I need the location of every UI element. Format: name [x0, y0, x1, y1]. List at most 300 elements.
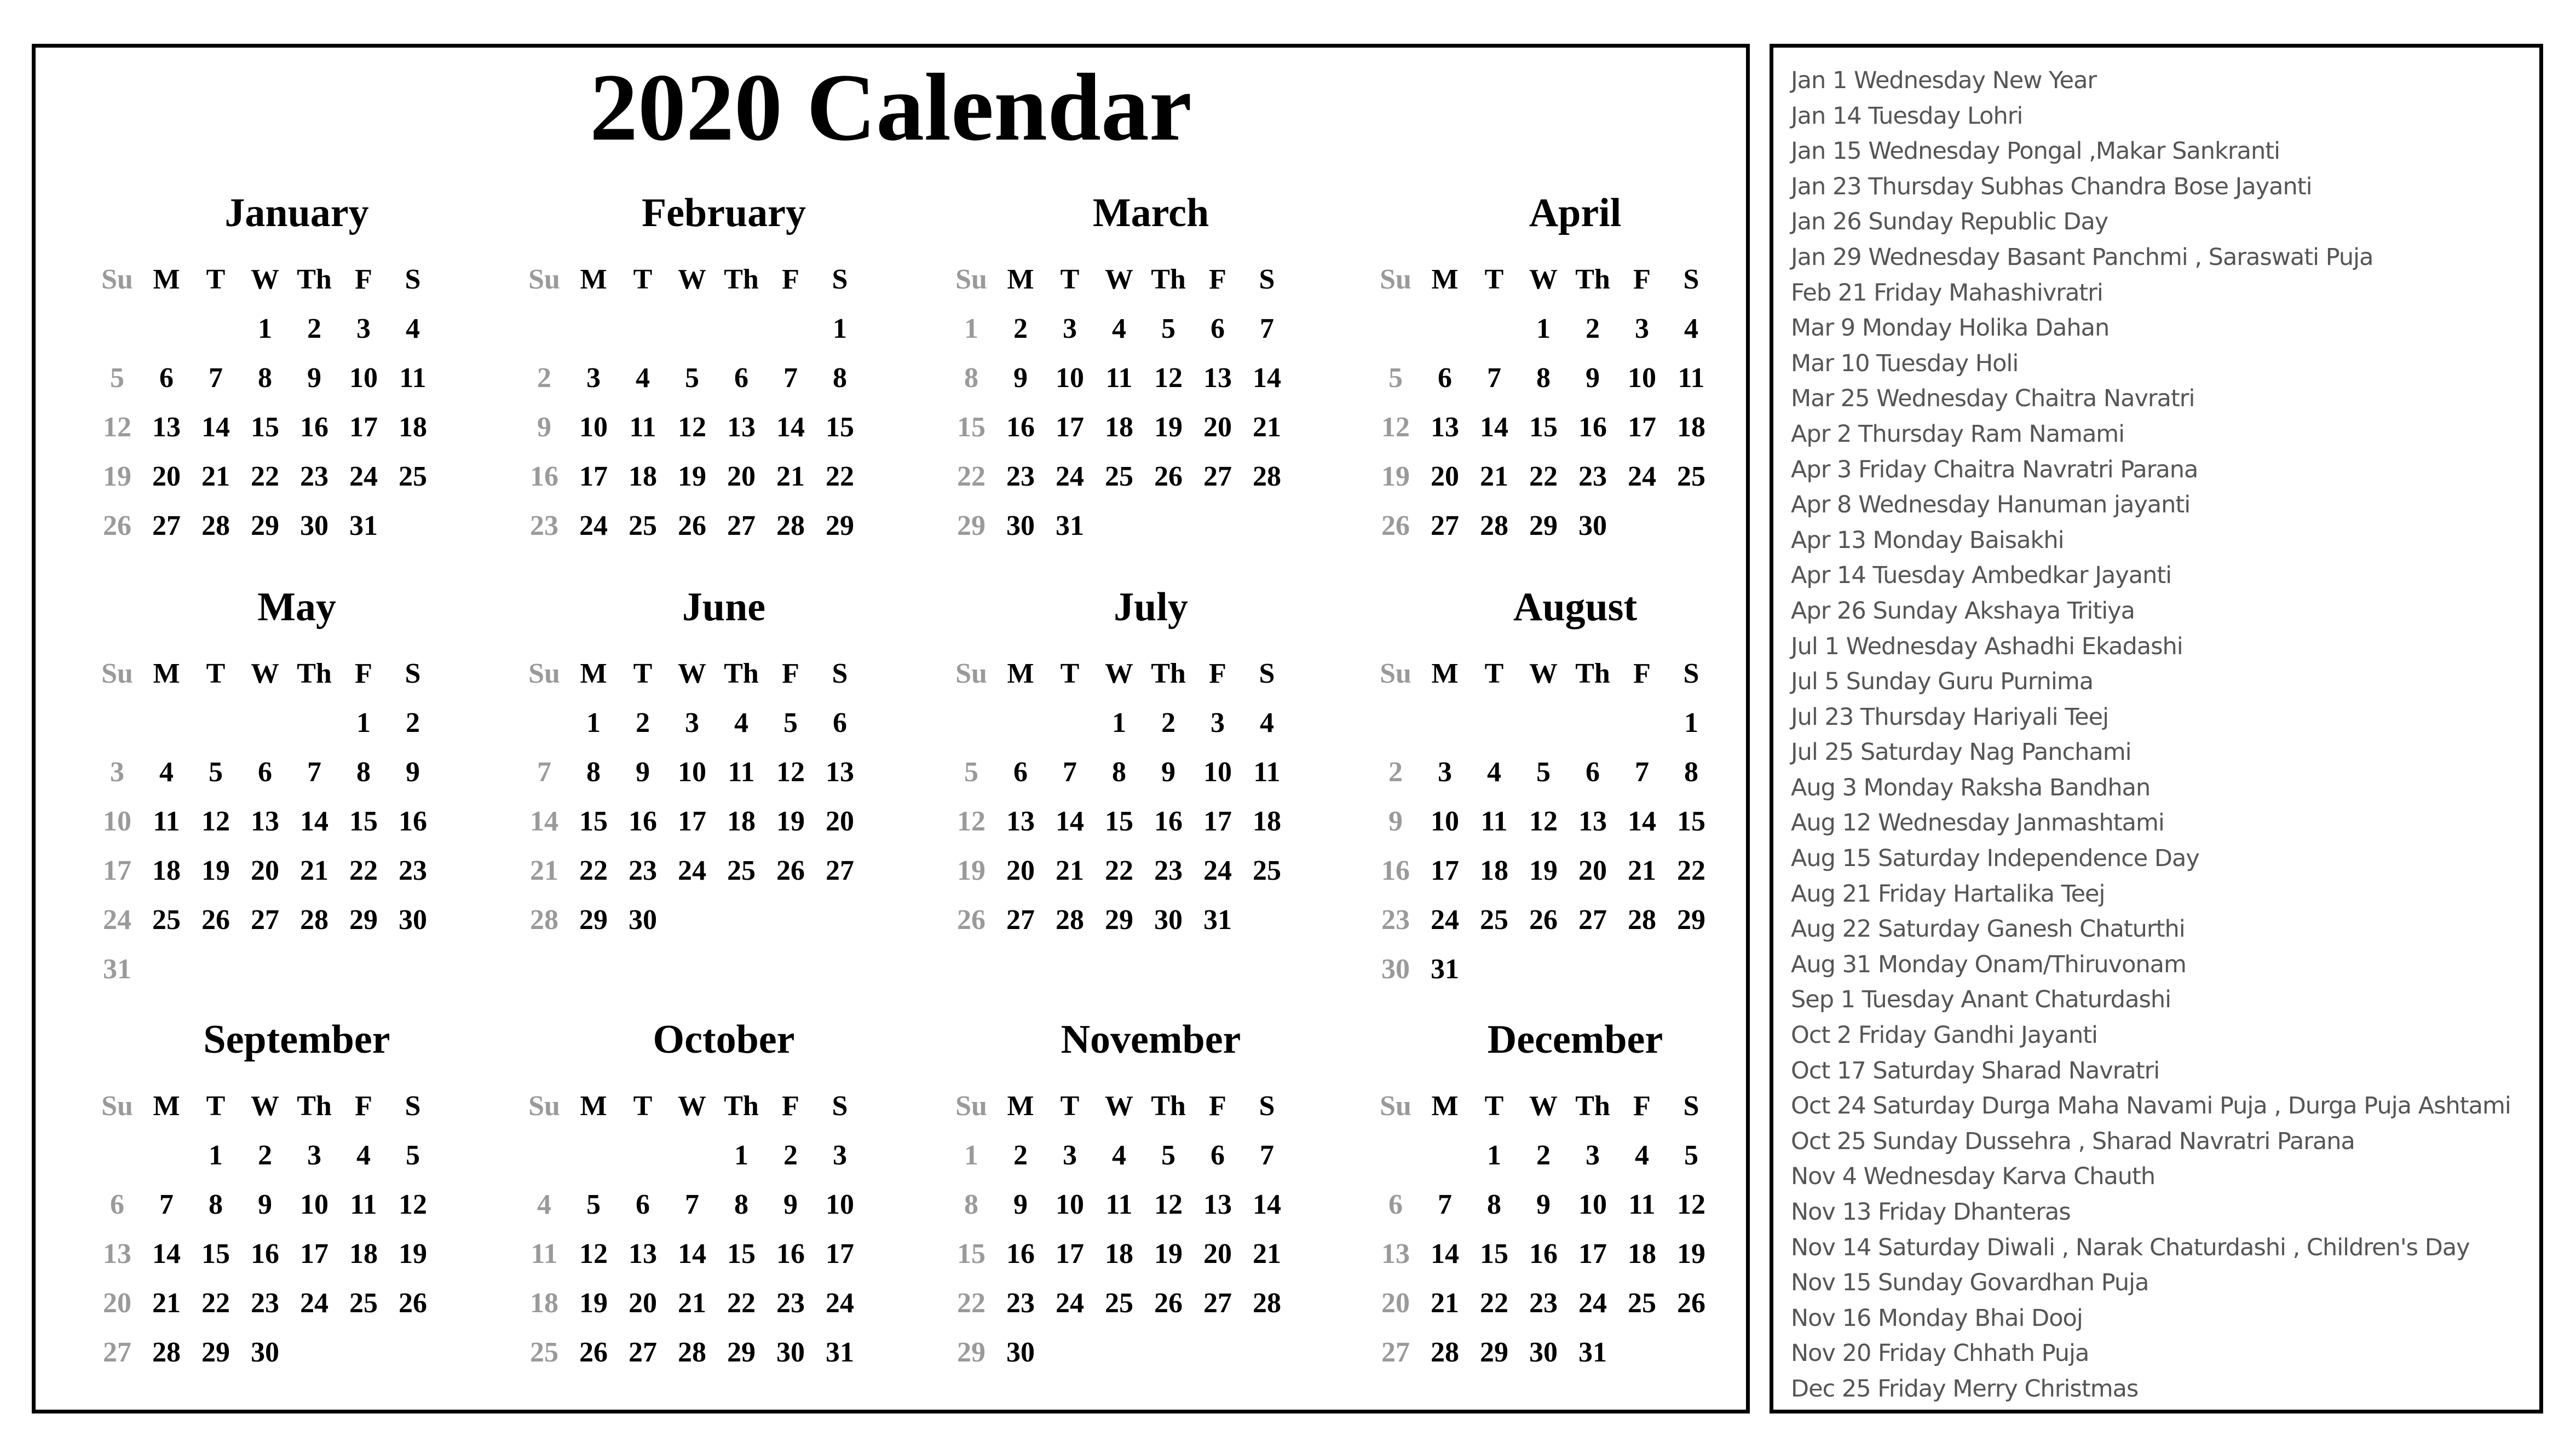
weekday-header: W [1529, 1090, 1558, 1122]
holiday-item: Jan 26 Sunday Republic Day [1791, 208, 2108, 236]
weekday-header: Su [955, 658, 987, 689]
day-cell: 27 [1203, 1288, 1232, 1319]
day-cell: 29 [1529, 510, 1558, 541]
empty-cell [93, 699, 142, 748]
day-cell: 26 [1154, 1288, 1183, 1319]
day-cell: 6 [1211, 313, 1225, 344]
month-name: October [653, 1017, 795, 1062]
day-cell: 25 [349, 1288, 378, 1319]
holiday-item: Aug 22 Saturday Ganesh Chaturthi [1791, 915, 2185, 943]
day-cell: 7 [1260, 313, 1274, 344]
day-cell: 22 [349, 855, 378, 886]
weekday-header: W [678, 264, 706, 295]
day-cell: 4 [159, 757, 174, 788]
day-cell: 28 [776, 510, 805, 541]
day-cell: 4 [1260, 707, 1274, 738]
weekday-header: M [580, 658, 607, 689]
day-cell: 5 [685, 362, 699, 394]
holiday-item: Aug 3 Monday Raksha Bandhan [1791, 774, 2151, 801]
day-cell: 1 [1684, 707, 1698, 738]
holiday-item: Mar 10 Tuesday Holi [1791, 349, 2019, 377]
day-cell: 31 [826, 1337, 854, 1368]
day-cell: 23 [1529, 1288, 1558, 1319]
day-cell: 15 [251, 412, 279, 443]
day-cell: 22 [579, 855, 608, 886]
day-cell: 26 [103, 510, 131, 541]
day-cell: 6 [110, 1189, 124, 1220]
weekday-header: W [1529, 658, 1558, 689]
day-cell: 28 [678, 1337, 706, 1368]
day-cell: 2 [783, 1140, 798, 1171]
day-cell: 11 [153, 806, 180, 837]
weekday-header: Th [1151, 1090, 1186, 1122]
weekday-header: W [251, 1090, 279, 1122]
month-june [512, 587, 928, 945]
day-cell: 9 [1586, 362, 1600, 394]
day-cell: 3 [307, 1140, 321, 1171]
day-cell: 19 [1381, 461, 1410, 492]
holiday-item: Nov 14 Saturday Diwali , Narak Chaturdashi , Children's Day [1791, 1233, 2470, 1261]
day-cell: 1 [258, 313, 272, 344]
day-cell: 3 [1211, 707, 1225, 738]
day-cell: 19 [399, 1238, 427, 1270]
day-cell: 4 [1487, 757, 1501, 788]
weekday-header: F [355, 658, 372, 689]
day-cell: 1 [586, 707, 601, 738]
day-cell: 17 [678, 806, 706, 837]
day-cell: 24 [826, 1288, 854, 1319]
weekday-header: S [1259, 658, 1275, 689]
day-cell: 1 [356, 707, 371, 738]
holiday-item: Oct 17 Saturday Sharad Navratri [1791, 1057, 2160, 1084]
day-cell: 21 [201, 461, 230, 492]
day-cell: 7 [1635, 757, 1649, 788]
day-cell: 16 [300, 412, 329, 443]
day-cell: 12 [579, 1238, 608, 1270]
day-cell: 8 [586, 757, 601, 788]
day-cell: 29 [957, 1337, 986, 1368]
day-cell: 19 [678, 461, 706, 492]
day-cell: 16 [1578, 412, 1607, 443]
holiday-item: Nov 16 Monday Bhai Dooj [1791, 1304, 2083, 1332]
day-cell: 28 [300, 904, 329, 936]
day-cell: 30 [1578, 510, 1607, 541]
day-cell: 25 [399, 461, 427, 492]
day-cell: 24 [349, 461, 378, 492]
holiday-item: Oct 2 Friday Gandhi Jayanti [1791, 1022, 2098, 1049]
day-cell: 19 [201, 855, 230, 886]
day-cell: 11 [1105, 1189, 1133, 1220]
day-cell: 17 [1056, 1238, 1084, 1270]
empty-cell [1420, 304, 1469, 354]
day-cell: 5 [1684, 1140, 1698, 1171]
holiday-item: Jul 23 Thursday Hariyali Teej [1791, 703, 2109, 731]
day-cell: 17 [349, 412, 378, 443]
day-cell: 4 [1112, 313, 1126, 344]
holiday-item: Jul 5 Sunday Guru Purnima [1791, 668, 2094, 696]
day-cell: 27 [1381, 1337, 1410, 1368]
day-cell: 11 [629, 412, 656, 443]
day-cell: 13 [1203, 1189, 1232, 1220]
weekday-header: M [1007, 1090, 1034, 1122]
day-cell: 21 [530, 855, 558, 886]
empty-cell [766, 304, 815, 354]
day-cell: 4 [734, 707, 748, 738]
day-cell: 21 [776, 461, 805, 492]
holiday-item: Dec 25 Friday Merry Christmas [1791, 1375, 2139, 1403]
day-cell: 30 [1529, 1337, 1558, 1368]
weekday-header: F [782, 658, 799, 689]
month-may [85, 587, 501, 994]
month-name: April [1529, 191, 1622, 235]
day-cell: 28 [152, 1337, 181, 1368]
month-january [85, 193, 501, 551]
day-cell: 9 [1536, 1189, 1551, 1220]
day-cell: 31 [1431, 954, 1459, 985]
day-cell: 8 [964, 1189, 978, 1220]
day-cell: 25 [1105, 461, 1133, 492]
day-cell: 8 [1684, 757, 1698, 788]
weekday-header: T [633, 264, 653, 295]
day-cell: 14 [1480, 412, 1508, 443]
holiday-item: Apr 14 Tuesday Ambedkar Jayanti [1791, 562, 2172, 590]
day-cell: 26 [1381, 510, 1410, 541]
day-cell: 26 [1154, 461, 1183, 492]
day-cell: 7 [209, 362, 223, 394]
day-cell: 9 [258, 1189, 272, 1220]
day-cell: 11 [350, 1189, 377, 1220]
day-cell: 1 [1536, 313, 1551, 344]
day-cell: 30 [629, 904, 657, 936]
weekday-header: Su [101, 1090, 133, 1122]
day-cell: 17 [300, 1238, 329, 1270]
day-cell: 12 [1381, 412, 1410, 443]
day-cell: 31 [1578, 1337, 1607, 1368]
day-cell: 3 [1586, 1140, 1600, 1171]
day-cell: 18 [727, 806, 756, 837]
day-cell: 7 [307, 757, 321, 788]
month-october [512, 1019, 928, 1377]
day-cell: 3 [833, 1140, 847, 1171]
day-cell: 29 [579, 904, 608, 936]
day-cell: 24 [1056, 461, 1084, 492]
weekday-header: S [832, 264, 848, 295]
day-cell: 15 [201, 1238, 230, 1270]
weekday-header: Su [1380, 658, 1411, 689]
day-cell: 10 [349, 362, 378, 394]
day-cell: 29 [1677, 904, 1705, 936]
day-cell: 21 [678, 1288, 706, 1319]
holiday-item: Nov 4 Wednesday Karva Chauth [1791, 1163, 2156, 1191]
month-november [939, 1019, 1355, 1377]
weekday-header: Th [297, 1090, 332, 1122]
empty-cell [520, 699, 569, 748]
day-cell: 17 [1203, 806, 1232, 837]
day-cell: 25 [1628, 1288, 1656, 1319]
day-cell: 9 [1161, 757, 1175, 788]
day-cell: 17 [579, 461, 608, 492]
day-cell: 10 [579, 412, 608, 443]
day-cell: 12 [1154, 1189, 1183, 1220]
day-cell: 9 [1013, 1189, 1028, 1220]
day-cell: 21 [1480, 461, 1508, 492]
holiday-item: Sep 1 Tuesday Anant Chaturdashi [1791, 986, 2171, 1014]
day-cell: 12 [1677, 1189, 1705, 1220]
day-cell: 28 [1628, 904, 1656, 936]
day-cell: 10 [1431, 806, 1459, 837]
day-cell: 3 [356, 313, 371, 344]
day-cell: 7 [783, 362, 798, 394]
day-cell: 30 [1381, 954, 1410, 985]
day-cell: 15 [1480, 1238, 1508, 1270]
day-cell: 15 [957, 412, 986, 443]
day-cell: 16 [1006, 412, 1035, 443]
day-cell: 10 [1056, 362, 1084, 394]
weekday-header: Su [1380, 264, 1411, 295]
day-cell: 24 [300, 1288, 329, 1319]
day-cell: 6 [159, 362, 174, 394]
holiday-item: Jan 1 Wednesday New Year [1791, 67, 2097, 94]
day-cell: 25 [530, 1337, 558, 1368]
day-cell: 23 [1006, 1288, 1035, 1319]
day-cell: 27 [251, 904, 279, 936]
weekday-header: W [251, 264, 279, 295]
weekday-header: M [153, 1090, 180, 1122]
day-cell: 30 [399, 904, 427, 936]
holiday-item: Apr 8 Wednesday Hanuman jayanti [1791, 491, 2191, 519]
day-cell: 20 [727, 461, 756, 492]
day-cell: 23 [1006, 461, 1035, 492]
day-cell: 2 [1013, 313, 1028, 344]
day-cell: 18 [1677, 412, 1705, 443]
day-cell: 12 [1529, 806, 1558, 837]
day-cell: 11 [531, 1238, 558, 1270]
day-cell: 13 [152, 412, 181, 443]
weekday-header: S [1683, 1090, 1699, 1122]
day-cell: 6 [734, 362, 748, 394]
holiday-item: Aug 31 Monday Onam/Thiruvonam [1791, 950, 2186, 978]
day-cell: 8 [964, 362, 978, 394]
day-cell: 25 [1105, 1288, 1133, 1319]
month-name: December [1487, 1017, 1663, 1062]
day-cell: 18 [349, 1238, 378, 1270]
day-cell: 27 [152, 510, 181, 541]
day-cell: 29 [727, 1337, 756, 1368]
day-cell: 5 [1536, 757, 1551, 788]
day-cell: 12 [1154, 362, 1183, 394]
empty-cell [667, 1131, 717, 1180]
day-cell: 3 [1438, 757, 1452, 788]
day-cell: 19 [1529, 855, 1558, 886]
day-cell: 18 [530, 1288, 558, 1319]
weekday-header: Th [1575, 658, 1610, 689]
day-cell: 23 [1154, 855, 1183, 886]
day-cell: 26 [1529, 904, 1558, 936]
day-cell: 17 [1056, 412, 1084, 443]
day-cell: 27 [826, 855, 854, 886]
day-cell: 30 [776, 1337, 805, 1368]
day-cell: 10 [1628, 362, 1656, 394]
day-cell: 13 [103, 1238, 131, 1270]
empty-cell [1371, 699, 1420, 748]
day-cell: 10 [826, 1189, 854, 1220]
weekday-header: Th [724, 658, 759, 689]
weekday-header: M [153, 264, 180, 295]
day-cell: 18 [1253, 806, 1281, 837]
day-cell: 29 [349, 904, 378, 936]
holiday-item: Oct 25 Sunday Dussehra , Sharad Navratri Parana [1791, 1127, 2355, 1155]
day-cell: 16 [1529, 1238, 1558, 1270]
day-cell: 15 [826, 412, 854, 443]
month-grid [1371, 255, 1779, 551]
day-cell: 31 [349, 510, 378, 541]
day-cell: 7 [1260, 1140, 1274, 1171]
weekday-header: W [678, 658, 706, 689]
day-cell: 7 [1438, 1189, 1452, 1220]
day-cell: 14 [1056, 806, 1084, 837]
holiday-item: Apr 2 Thursday Ram Namami [1791, 420, 2125, 448]
day-cell: 1 [964, 313, 978, 344]
day-cell: 10 [103, 806, 131, 837]
day-cell: 11 [1105, 362, 1133, 394]
day-cell: 27 [103, 1337, 131, 1368]
month-grid [1371, 649, 1779, 994]
weekday-header: W [1529, 264, 1558, 295]
empty-cell [569, 304, 618, 354]
day-cell: 13 [1431, 412, 1459, 443]
day-cell: 17 [103, 855, 131, 886]
day-cell: 22 [957, 1288, 986, 1319]
weekday-header: W [251, 658, 279, 689]
day-cell: 24 [1056, 1288, 1084, 1319]
day-cell: 3 [1063, 1140, 1077, 1171]
day-cell: 3 [1063, 313, 1077, 344]
day-cell: 28 [530, 904, 558, 936]
day-cell: 26 [1677, 1288, 1705, 1319]
weekday-header: S [405, 1090, 421, 1122]
day-cell: 23 [1381, 904, 1410, 936]
day-cell: 11 [1253, 757, 1281, 788]
weekday-header: F [1633, 264, 1651, 295]
weekday-header: T [633, 1090, 653, 1122]
day-cell: 24 [1431, 904, 1459, 936]
weekday-header: M [580, 264, 607, 295]
weekday-header: Th [724, 264, 759, 295]
day-cell: 10 [1203, 757, 1232, 788]
day-cell: 1 [1487, 1140, 1501, 1171]
day-cell: 6 [1586, 757, 1600, 788]
holiday-item: Aug 21 Friday Hartalika Teej [1791, 880, 2105, 908]
day-cell: 14 [1253, 362, 1281, 394]
day-cell: 11 [1678, 362, 1705, 394]
day-cell: 15 [579, 806, 608, 837]
empty-cell [569, 1131, 618, 1180]
day-cell: 22 [251, 461, 279, 492]
day-cell: 5 [783, 707, 798, 738]
day-cell: 27 [1006, 904, 1035, 936]
day-cell: 13 [1578, 806, 1607, 837]
weekday-header: F [355, 264, 372, 295]
day-cell: 24 [103, 904, 131, 936]
day-cell: 20 [1381, 1288, 1410, 1319]
empty-cell [1568, 699, 1617, 748]
month-grid [947, 1082, 1355, 1377]
day-cell: 22 [201, 1288, 230, 1319]
day-cell: 5 [406, 1140, 420, 1171]
day-cell: 11 [728, 757, 755, 788]
day-cell: 22 [957, 461, 986, 492]
weekday-header: T [1484, 264, 1504, 295]
day-cell: 27 [727, 510, 756, 541]
weekday-header: S [405, 658, 421, 689]
day-cell: 4 [356, 1140, 371, 1171]
day-cell: 21 [1056, 855, 1084, 886]
weekday-header: F [782, 264, 799, 295]
weekday-header: T [1484, 1090, 1504, 1122]
day-cell: 3 [685, 707, 699, 738]
day-cell: 28 [1253, 461, 1281, 492]
day-cell: 17 [826, 1238, 854, 1270]
day-cell: 16 [1381, 855, 1410, 886]
empty-cell [93, 1131, 142, 1180]
month-september [85, 1019, 501, 1377]
day-cell: 23 [776, 1288, 805, 1319]
day-cell: 3 [586, 362, 601, 394]
day-cell: 4 [1684, 313, 1698, 344]
month-grid [1371, 1082, 1779, 1377]
day-cell: 31 [103, 954, 131, 985]
month-name: July [1114, 585, 1188, 630]
month-name: February [641, 191, 806, 235]
empty-cell [191, 304, 240, 354]
day-cell: 22 [1529, 461, 1558, 492]
weekday-header: Su [955, 1090, 987, 1122]
weekday-header: S [1259, 264, 1275, 295]
day-cell: 9 [636, 757, 650, 788]
holiday-item: Feb 21 Friday Mahashivratri [1791, 279, 2103, 307]
weekday-header: M [1007, 658, 1034, 689]
weekday-header: S [832, 1090, 848, 1122]
day-cell: 1 [833, 313, 847, 344]
day-cell: 30 [1006, 510, 1035, 541]
day-cell: 2 [1013, 1140, 1028, 1171]
holiday-item: Nov 15 Sunday Govardhan Puja [1791, 1269, 2149, 1297]
day-cell: 30 [300, 510, 329, 541]
day-cell: 10 [678, 757, 706, 788]
month-grid [520, 255, 928, 551]
day-cell: 18 [1628, 1238, 1656, 1270]
weekday-header: Th [1575, 1090, 1610, 1122]
weekday-header: F [1633, 1090, 1651, 1122]
day-cell: 26 [201, 904, 230, 936]
day-cell: 20 [1578, 855, 1607, 886]
holiday-item: Jul 1 Wednesday Ashadhi Ekadashi [1791, 632, 2183, 660]
month-grid [947, 255, 1355, 551]
month-name: June [682, 585, 766, 630]
day-cell: 31 [1056, 510, 1084, 541]
day-cell: 19 [957, 855, 986, 886]
month-name: March [1092, 191, 1209, 235]
day-cell: 25 [629, 510, 657, 541]
day-cell: 26 [776, 855, 805, 886]
empty-cell [1371, 1131, 1420, 1180]
day-cell: 22 [727, 1288, 756, 1319]
day-cell: 1 [209, 1140, 223, 1171]
weekday-header: Su [1380, 1090, 1411, 1122]
weekday-header: Th [297, 264, 332, 295]
day-cell: 29 [826, 510, 854, 541]
day-cell: 14 [201, 412, 230, 443]
